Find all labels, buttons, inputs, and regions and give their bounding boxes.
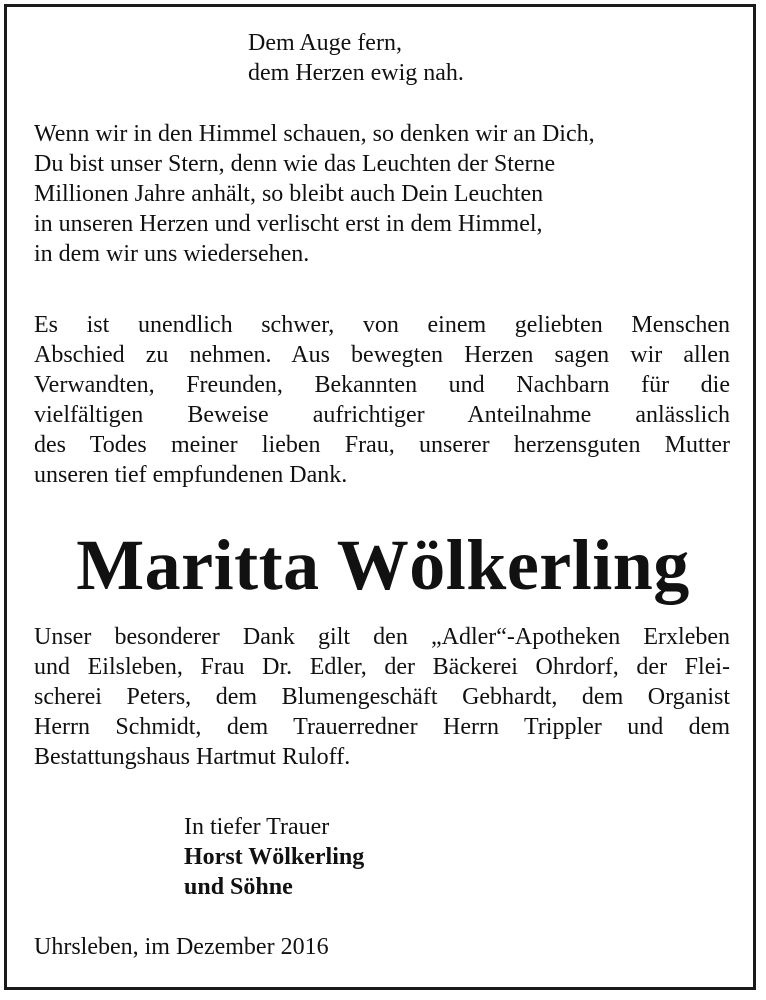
motto-line: Dem Auge fern, [248,30,402,56]
special-thanks-line: scherei Peters, dem Blumengeschäft Gebhardt, dem Organist [34,684,730,710]
thanks-line: unseren tief empfundenen Dank. [34,462,348,488]
thanks-line: Verwandten, Freunden, Bekannten und Nachbarn für die [34,372,730,398]
special-thanks-line: und Eilsleben, Frau Dr. Edler, der Bäckerei Ohrdorf, der Flei- [34,654,730,680]
poem-line: in unseren Herzen und verlischt erst in dem Himmel, [34,211,543,237]
mourner-family: und Söhne [184,874,293,900]
mourning-signature [184,812,584,902]
poem-line: Millionen Jahre anhält, so bleibt auch Dein Leuchten [34,181,544,207]
thanks-paragraph [34,310,730,490]
special-thanks-line: Herrn Schmidt, dem Trauerredner Herrn Trippler und dem [34,714,730,740]
special-thanks-line: Bestattungshaus Hartmut Ruloff. [34,744,351,770]
poem-line: Wenn wir in den Himmel schauen, so denken wir an Dich, [34,121,595,147]
deceased-name: Maritta Wölkerling [76,525,690,605]
thanks-line: Es ist unendlich schwer, von einem geliebten Menschen [34,312,730,338]
poem-line: in dem wir uns wiedersehen. [34,241,310,267]
special-thanks-line: Unser besonderer Dank gilt den „Adler“-Apotheken Erxleben [34,624,730,650]
thanks-line: vielfältigen Beweise aufrichtiger Anteilnahme anlässlich [34,402,730,428]
special-thanks-paragraph [34,622,730,772]
poem-line: Du bist unser Stern, denn wie das Leuchten der Sterne [34,151,556,177]
mourning-intro: In tiefer Trauer [184,814,330,840]
thanks-line: Abschied zu nehmen. Aus bewegten Herzen sagen wir allen [34,342,730,368]
place-date: Uhrsleben, im Dezember 2016 [34,934,329,960]
poem [34,119,724,269]
motto [248,28,668,88]
thanks-line: des Todes meiner lieben Frau, unserer herzensguten Mutter [34,432,730,458]
mourner-name: Horst Wölkerling [184,844,365,870]
motto-line: dem Herzen ewig nah. [248,60,464,86]
